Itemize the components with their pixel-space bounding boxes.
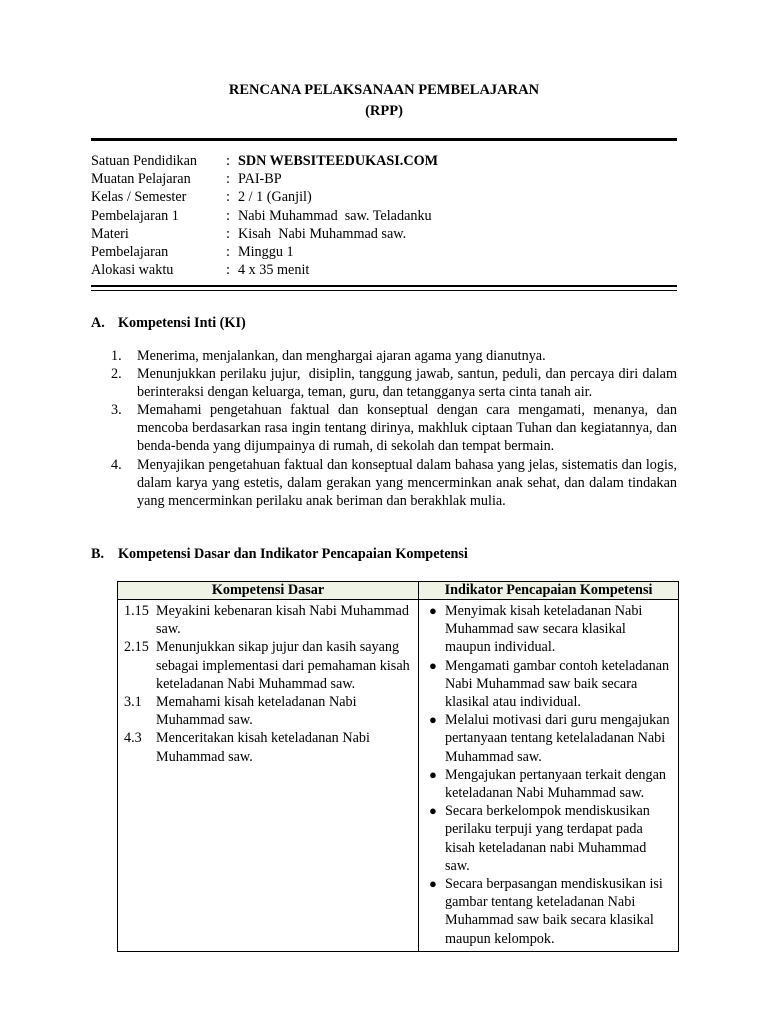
kd-item	[122, 602, 414, 638]
meta-label: Alokasi waktu	[91, 262, 174, 279]
document-title: RENCANA PELAKSANAAN PEMBELAJARAN	[228, 82, 540, 98]
bottom-rule-thick	[91, 285, 677, 287]
meta-label: Kelas / Semester	[91, 189, 187, 206]
list-item-text: Menunjukkan perilaku jujur, disiplin, tanggung jawab, santun, peduli, dan percaya diri dalam berinteraksi dengan keluarga, teman, guru, dan tetangganya serta cinta tanah air.	[137, 366, 681, 401]
indicator-item	[423, 875, 674, 948]
meta-value: Nabi Muhammad saw. Teladanku	[238, 207, 432, 224]
indicator-item	[423, 802, 674, 875]
indicator-text: Mengamati gambar contoh keteladanan Nabi Muhammad saw baik secara klasikal atau individual.	[445, 657, 670, 711]
meta-row-muatan	[91, 170, 691, 188]
indicator-item	[423, 766, 674, 802]
top-rule	[91, 138, 677, 141]
meta-label: Muatan Pelajaran	[91, 171, 191, 188]
meta-row-pembelajaran	[91, 243, 691, 261]
meta-value: PAI-BP	[238, 171, 282, 188]
bullet-icon: ●	[429, 876, 437, 892]
meta-value: 2 / 1 (Ganjil)	[238, 189, 312, 206]
list-item	[111, 347, 677, 365]
meta-separator: :	[226, 189, 230, 206]
bullet-icon: ●	[429, 603, 437, 618]
list-item-number: 1.	[111, 348, 122, 364]
meta-row-pembelajaran-1	[91, 207, 691, 225]
kd-item	[122, 693, 414, 729]
document-subtitle: (RPP)	[365, 103, 403, 119]
identity-block	[91, 152, 691, 279]
kd-code: 1.15	[124, 603, 149, 619]
bullet-icon: ●	[429, 766, 437, 782]
list-item-number: 2.	[111, 366, 122, 383]
table-row	[118, 600, 679, 952]
list-item	[111, 365, 681, 401]
list-item	[111, 401, 677, 455]
kd-text: Menunjukkan sikap jujur dan kasih sayang sebagai implementasi dari pemahaman kisah keteladanan Nabi Muhammad saw.	[156, 639, 410, 692]
bullet-icon: ●	[429, 712, 437, 728]
competency-table	[117, 581, 679, 952]
indicator-text: Menyimak kisah keteladanan Nabi Muhammad saw secara klasikal maupun individual.	[445, 603, 643, 656]
section-a-letter: A.	[91, 315, 105, 331]
bullet-icon: ●	[429, 803, 437, 819]
meta-separator: :	[226, 262, 230, 279]
column-header-indicator: Indikator Pencapaian Kompetensi	[419, 582, 679, 600]
meta-label: Materi	[91, 225, 129, 242]
meta-label: Pembelajaran 1	[91, 207, 179, 224]
list-item-number: 3.	[111, 402, 122, 419]
kd-code: 3.1	[124, 694, 142, 711]
meta-row-satuan	[91, 152, 691, 170]
kd-text: Memahami kisah keteladanan Nabi Muhammad saw.	[156, 694, 357, 729]
meta-value: Kisah Nabi Muhammad saw.	[238, 225, 407, 242]
kd-code: 2.15	[124, 639, 149, 656]
bottom-rule-thin	[91, 290, 677, 291]
list-item-text: Memahami pengetahuan faktual dan konseptual dengan cara mengamati, menanya, dan mencoba berdasarkan rasa ingin tentang dirinya, makhluk ciptaan Tuhan dan kegiatannya, dan benda-benda yang dijumpainya di rumah, di sekolah dan tempat bermain.	[137, 402, 677, 455]
section-b-letter: B.	[91, 546, 105, 562]
table-header-row	[118, 582, 679, 600]
meta-separator: :	[226, 153, 230, 169]
section-a-title: Kompetensi Inti (KI)	[118, 315, 246, 331]
indicator-text: Mengajukan pertanyaan terkait dengan keteladanan Nabi Muhammad saw.	[445, 766, 666, 802]
section-b-title: Kompetensi Dasar dan Indikator Pencapaian Kompetensi	[118, 546, 468, 562]
meta-separator: :	[226, 243, 230, 260]
indicator-item	[423, 602, 674, 657]
section-a-heading	[91, 315, 246, 332]
meta-separator: :	[226, 225, 230, 242]
kd-code: 4.3	[124, 730, 142, 747]
indicator-item	[423, 711, 674, 766]
list-item-number: 4.	[111, 456, 122, 473]
indicator-text: Secara berpasangan mendiskusikan isi gambar tentang keteladanan Nabi Muhammad saw baik secara klasikal maupun kelompok.	[445, 876, 663, 947]
meta-label: Satuan Pendidikan	[91, 153, 197, 169]
kd-item	[122, 638, 414, 693]
indicator-text: Melalui motivasi dari guru mengajukan pertanyaan tentang ketelaladanan Nabi Muhammad saw.	[445, 712, 670, 765]
list-item-text: Menyajikan pengetahuan faktual dan konseptual dalam bahasa yang jelas, sistematis dan logis, dalam karya yang estetis, dalam gerakan yang mencerminkan anak sehat, dan dalam tindakan yang mencerminkan perilaku anak beriman dan berakhlak mulia.	[137, 456, 677, 509]
meta-row-kelas	[91, 188, 691, 206]
meta-separator: :	[226, 171, 230, 188]
kd-cell	[118, 600, 419, 952]
indicator-text: Secara berkelompok mendiskusikan perilaku terpuji yang terdapat pada kisah keteladanan nabi Muhammad saw.	[445, 803, 650, 874]
meta-separator: :	[226, 207, 230, 224]
list-item	[111, 456, 677, 510]
meta-value: Minggu 1	[238, 243, 294, 260]
kd-text: Meyakini kebenaran kisah Nabi Muhammad saw.	[156, 603, 409, 638]
meta-row-alokasi	[91, 261, 691, 279]
bullet-icon: ●	[429, 657, 437, 673]
meta-label: Pembelajaran	[91, 243, 169, 260]
indicator-cell	[419, 600, 679, 952]
list-item-text: Menerima, menjalankan, dan menghargai ajaran agama yang dianutnya.	[137, 348, 546, 364]
column-header-kd: Kompetensi Dasar	[118, 582, 419, 600]
section-b-heading	[91, 546, 468, 563]
kd-text: Menceritakan kisah keteladanan Nabi Muhammad saw.	[156, 730, 370, 765]
meta-row-materi	[91, 225, 691, 243]
meta-value: SDN WEBSITEEDUKASI.COM	[238, 153, 438, 169]
indicator-item	[423, 657, 674, 712]
meta-value: 4 x 35 menit	[238, 262, 310, 279]
kd-item	[122, 729, 414, 765]
ki-list	[111, 347, 681, 510]
